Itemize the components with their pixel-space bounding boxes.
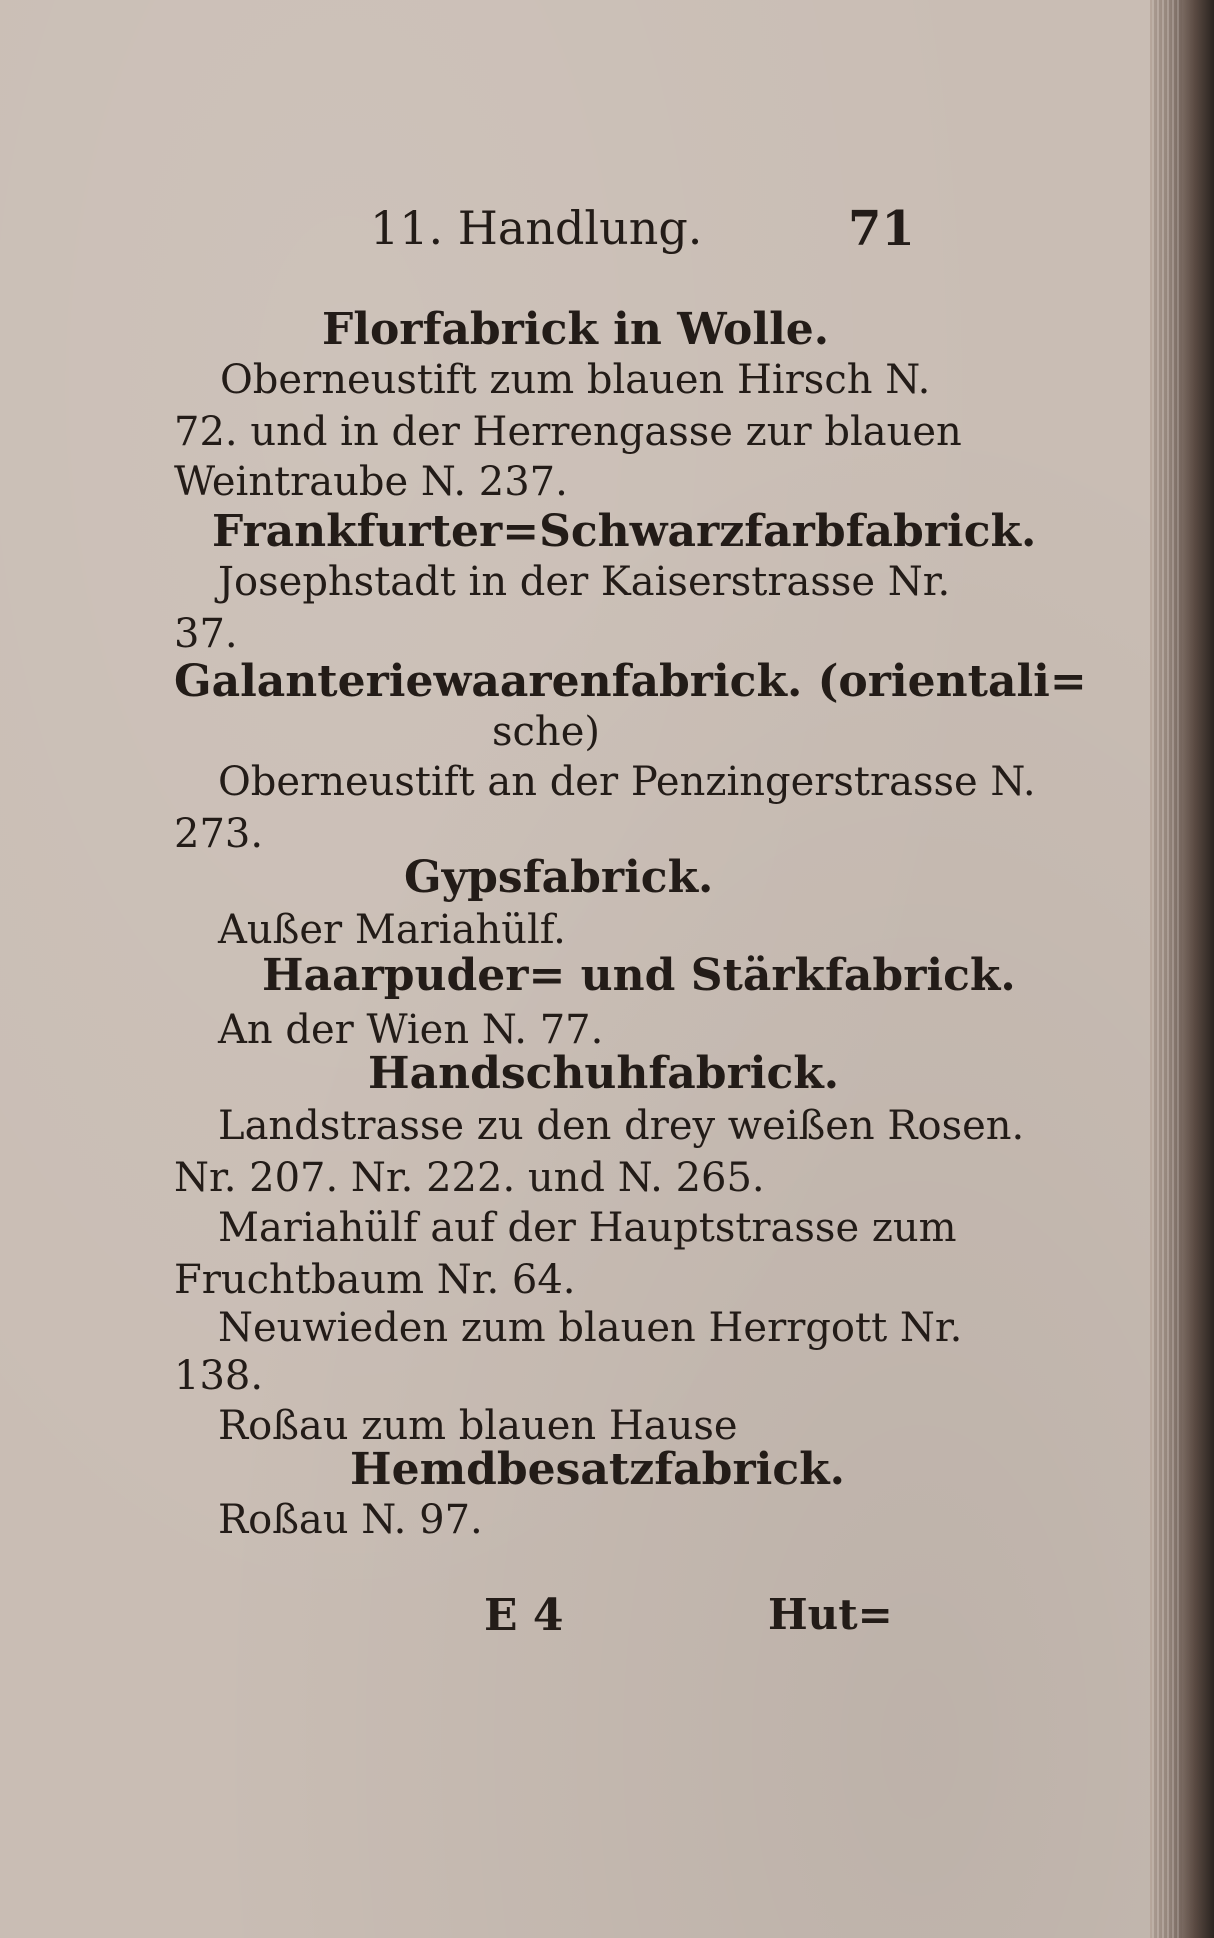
catchword: Hut= (768, 1590, 893, 1639)
heading-florfabrick: Florfabrick in Wolle. (322, 304, 830, 355)
entry-line: Mariahülf auf der Hauptstrasse zum (218, 1205, 957, 1251)
entry-line: Josephstadt in der Kaiserstrasse Nr. (218, 559, 951, 605)
heading-hemdbesatz: Hemdbesatzfabrick. (350, 1444, 845, 1495)
heading-continuation: sche) (492, 709, 600, 755)
page-edge-texture (1152, 0, 1182, 1938)
entry-line: Oberneustift zum blauen Hirsch N. (220, 357, 931, 403)
heading-gypsfabrick: Gypsfabrick. (404, 852, 714, 903)
entry-line: Weintraube N. 237. (174, 459, 568, 505)
running-head: 11. Handlung. (370, 201, 703, 255)
entry-line: Nr. 207. Nr. 222. und N. 265. (174, 1155, 765, 1201)
entry-line: Neuwieden zum blauen Herrgott Nr. (218, 1305, 963, 1351)
heading-frankfurter: Frankfurter=Schwarzfarbfabrick. (212, 506, 1037, 557)
entry-line: 37. (174, 611, 238, 657)
heading-galanterie: Galanteriewaarenfabrick. (orientali= (174, 656, 1087, 707)
entry-line: An der Wien N. 77. (218, 1007, 604, 1053)
heading-handschuh: Handschuhfabrick. (368, 1048, 840, 1099)
page-number: 71 (848, 201, 915, 257)
entry-line: Landstrasse zu den drey weißen Rosen. (218, 1103, 1025, 1149)
entry-line: 138. (174, 1353, 264, 1399)
entry-line: Oberneustift an der Penzingerstrasse N. (218, 759, 1036, 805)
signature-mark: E 4 (484, 1590, 564, 1641)
entry-line: 273. (174, 811, 264, 857)
entry-line: Roßau N. 97. (218, 1497, 483, 1543)
entry-line: Außer Mariahülf. (218, 907, 566, 953)
entry-line: Fruchtbaum Nr. 64. (174, 1257, 576, 1303)
entry-line: Roßau zum blauen Hause (218, 1403, 738, 1449)
entry-line: 72. und in der Herrengasse zur blauen (174, 409, 962, 455)
heading-haarpuder: Haarpuder= und Stärkfabrick. (262, 950, 1016, 1001)
